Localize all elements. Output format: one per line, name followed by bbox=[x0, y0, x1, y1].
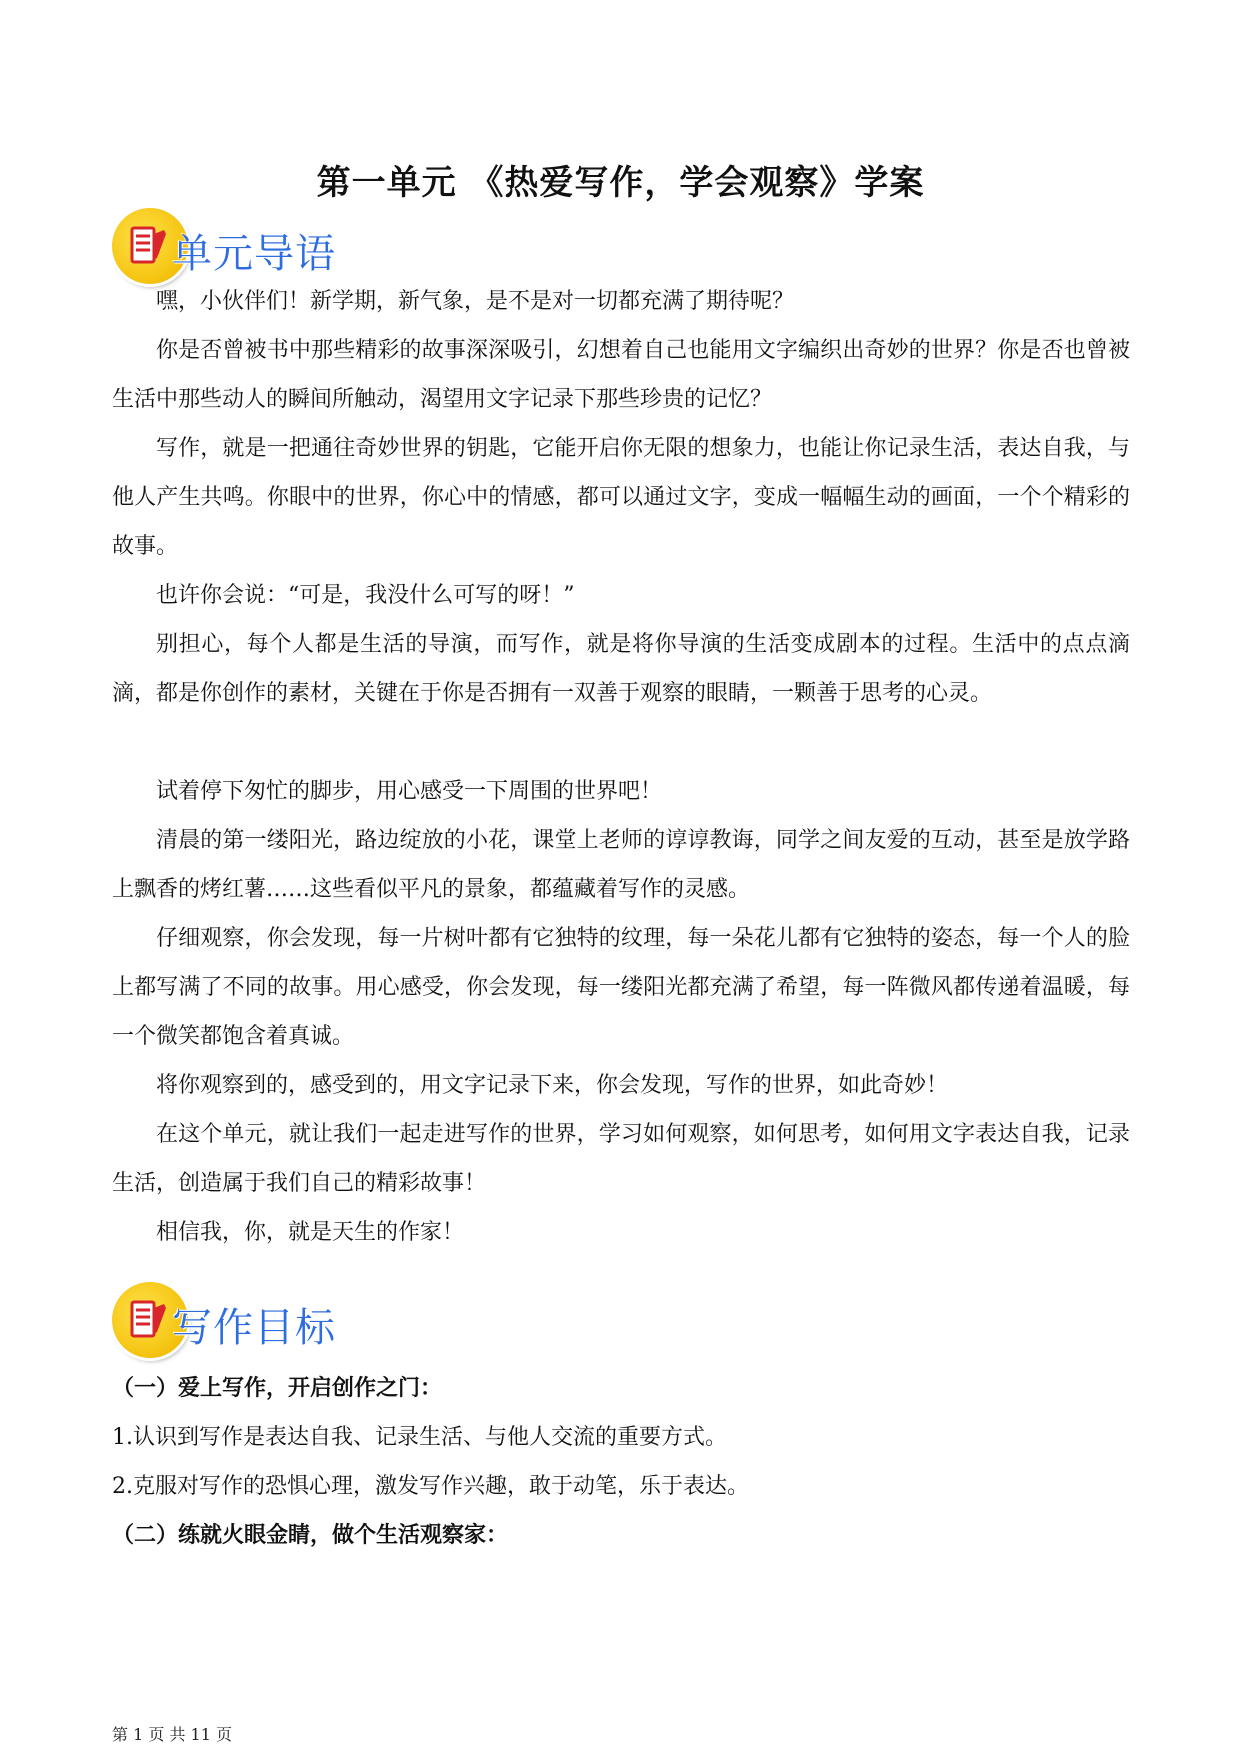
paragraph: 也许你会说：“可是，我没什么可写的呀！” bbox=[156, 583, 575, 608]
paragraph: 清晨的第一缕阳光，路边绽放的小花，课堂上老师的谆谆教诲，同学之间友爱的互动，甚至是放学路上飘香的烤红薯……这些看似平凡的景象，都蕴藏着写作的灵感。 bbox=[112, 828, 1130, 902]
paragraph: 你是否曾被书中那些精彩的故事深深吸引，幻想着自己也能用文字编织出奇妙的世界？你是否也曾被生活中那些动人的瞬间所触动，渴望用文字记录下那些珍贵的记忆？ bbox=[112, 338, 1130, 412]
section-label: 写作目标 bbox=[172, 1305, 336, 1351]
goal-item: 2.克服对写作的恐惧心理，激发写作兴趣，敢于动笔，乐于表达。 bbox=[112, 1474, 749, 1499]
paragraph: 将你观察到的，感受到的，用文字记录下来，你会发现，写作的世界，如此奇妙！ bbox=[156, 1073, 949, 1098]
paragraph: 试着停下匆忙的脚步，用心感受一下周围的世界吧！ bbox=[156, 779, 663, 804]
goal-subheading: （一）爱上写作，开启创作之门： bbox=[112, 1376, 443, 1401]
paragraph: 别担心，每个人都是生活的导演，而写作，就是将你导演的生活变成剧本的过程。生活中的点点滴滴，都是你创作的素材，关键在于你是否拥有一双善于观察的眼睛，一颗善于思考的心灵。 bbox=[112, 632, 1130, 706]
section-heading-writing-goals bbox=[112, 1282, 372, 1372]
page-footer: 第 1 页 共 11 页 bbox=[112, 1725, 232, 1744]
goal-subheading: （二）练就火眼金睛，做个生活观察家： bbox=[112, 1523, 509, 1548]
goal-item: 1.认识到写作是表达自我、记录生活、与他人交流的重要方式。 bbox=[112, 1425, 727, 1450]
paragraph: 在这个单元，就让我们一起走进写作的世界，学习如何观察，如何思考，如何用文字表达自我，记录生活，创造属于我们自己的精彩故事！ bbox=[112, 1122, 1130, 1196]
paragraph: 相信我，你，就是天生的作家！ bbox=[156, 1220, 465, 1245]
paragraph: 嘿，小伙伴们！新学期，新气象，是不是对一切都充满了期待呢？ bbox=[156, 289, 795, 314]
paragraph: 写作，就是一把通往奇妙世界的钥匙，它能开启你无限的想象力，也能让你记录生活，表达自我，与他人产生共鸣。你眼中的世界，你心中的情感，都可以通过文字，变成一幅幅生动的画面，一个个精彩的故事。 bbox=[112, 436, 1130, 559]
section-label: 单元导语 bbox=[172, 231, 336, 277]
paragraph: 仔细观察，你会发现，每一片树叶都有它独特的纹理，每一朵花儿都有它独特的姿态，每一个人的脸上都写满了不同的故事。用心感受，你会发现，每一缕阳光都充满了希望，每一阵微风都传递着温暖，每一个微笑都饱含着真诚。 bbox=[112, 926, 1130, 1049]
page-title: 第一单元 《热爱写作，学会观察》学案 bbox=[316, 163, 925, 203]
